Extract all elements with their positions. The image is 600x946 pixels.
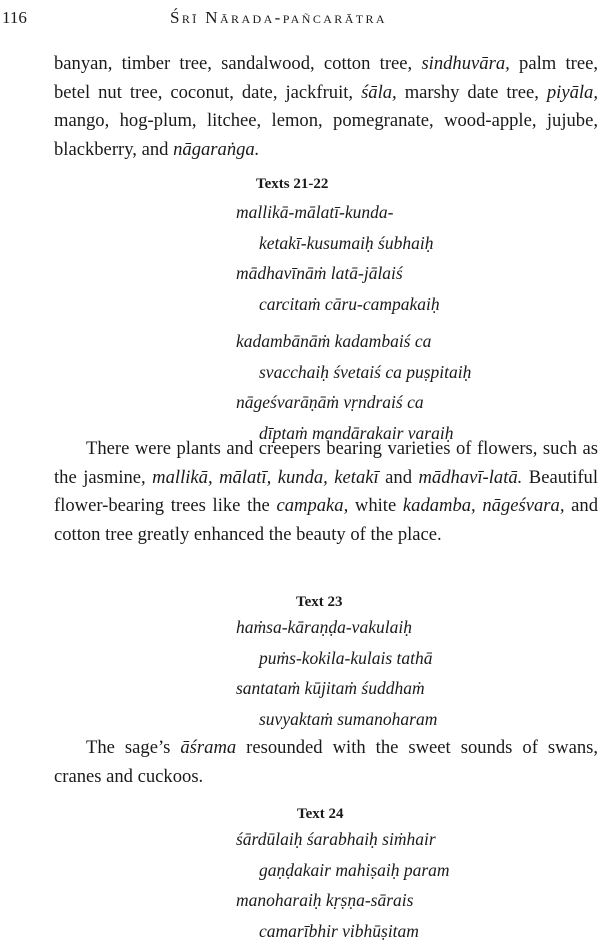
prose1-run-4: marshy date tree, (397, 82, 547, 103)
verse-block-23 (236, 612, 437, 734)
verse-heading-23: Text 23 (296, 594, 343, 611)
prose2-run-5: campaka, (276, 495, 348, 516)
prose2-run-1: mallikā, mālatī, kunda, ketakī (152, 467, 379, 488)
verse-line: camarībhir vibhūṣitam (236, 916, 450, 946)
prose3-run-1: āśrama (180, 737, 236, 758)
verse-block-21-22 (236, 197, 471, 448)
verse-heading-24: Text 24 (297, 806, 344, 823)
verse-line: santataṁ kūjitaṁ śuddhaṁ (236, 673, 437, 704)
prose1-run-2: palm tree, betel nut tree, coconut, date, jackfruit, (54, 53, 598, 103)
prose1-run-7: nāgaraṅga. (173, 139, 259, 160)
verse-line: kadambānāṁ kadambaiś ca (236, 326, 471, 357)
prose2-run-6: white (348, 495, 403, 516)
prose-paragraph-3 (54, 734, 598, 791)
verse-line: puṁs-kokila-kulais tathā (236, 643, 437, 674)
prose-paragraph-2 (54, 435, 598, 549)
prose-paragraph-1 (54, 50, 598, 164)
verse-line: gaṇḍakair mahiṣaiḥ param (236, 855, 450, 886)
page-header (0, 8, 600, 32)
prose2-run-8: and cotton tree greatly enhanced the beauty of the place. (54, 495, 598, 545)
stanza-gap (236, 319, 471, 326)
verse-line: suvyaktaṁ sumanoharam (236, 704, 437, 735)
verse-line: carcitaṁ cāru-campakaiḥ (236, 289, 471, 320)
prose2-run-0: There were plants and creepers bearing varieties of flowers, such as the jasmine, (54, 438, 598, 488)
verse-line: svacchaiḥ śvetaiś ca puṣpitaiḥ (236, 357, 471, 388)
prose1-run-5: piyāla, (547, 82, 598, 103)
verse-line: manoharaiḥ kṛṣṇa-sārais (236, 885, 450, 916)
verse-line: dīptaṁ mandārakair varaiḥ (236, 418, 471, 449)
prose2-run-7: kadamba, nāgeśvara, (403, 495, 565, 516)
prose1-run-3: śāla, (361, 82, 397, 103)
verse-block-24 (236, 824, 450, 946)
verse-line: ketakī-kusumaiḥ śubhaiḥ (236, 228, 471, 259)
prose3-run-0: The sage’s (86, 737, 180, 758)
prose2-run-4: Beautiful flower-bearing trees like the (54, 467, 598, 517)
verse-line: mādhavīnāṁ latā-jālaiś (236, 258, 471, 289)
verse-line: śārdūlaiḥ śarabhaiḥ siṁhair (236, 824, 450, 855)
verse-line: nāgeśvarāṇāṁ vṛndraiś ca (236, 387, 471, 418)
verse-line: mallikā-mālatī-kunda- (236, 197, 471, 228)
verse-line: haṁsa-kāraṇḍa-vakulaiḥ (236, 612, 437, 643)
prose1-run-0: banyan, timber tree, sandalwood, cotton tree, (54, 53, 421, 74)
verse-heading-21-22: Texts 21-22 (256, 176, 328, 193)
prose2-run-3: mādhavī-latā. (419, 467, 523, 488)
prose1-run-6: mango, hog-plum, litchee, lemon, pomegranate, wood-apple, jujube, blackberry, and (54, 110, 598, 160)
prose2-run-2: and (379, 467, 419, 488)
running-head: Śrī Nārada-pañcarātra (170, 8, 387, 28)
prose1-run-1: sindhuvāra, (421, 53, 509, 74)
page-number: 116 (2, 8, 27, 28)
prose3-run-2: resounded with the sweet sounds of swans, cranes and cuckoos. (54, 737, 598, 787)
